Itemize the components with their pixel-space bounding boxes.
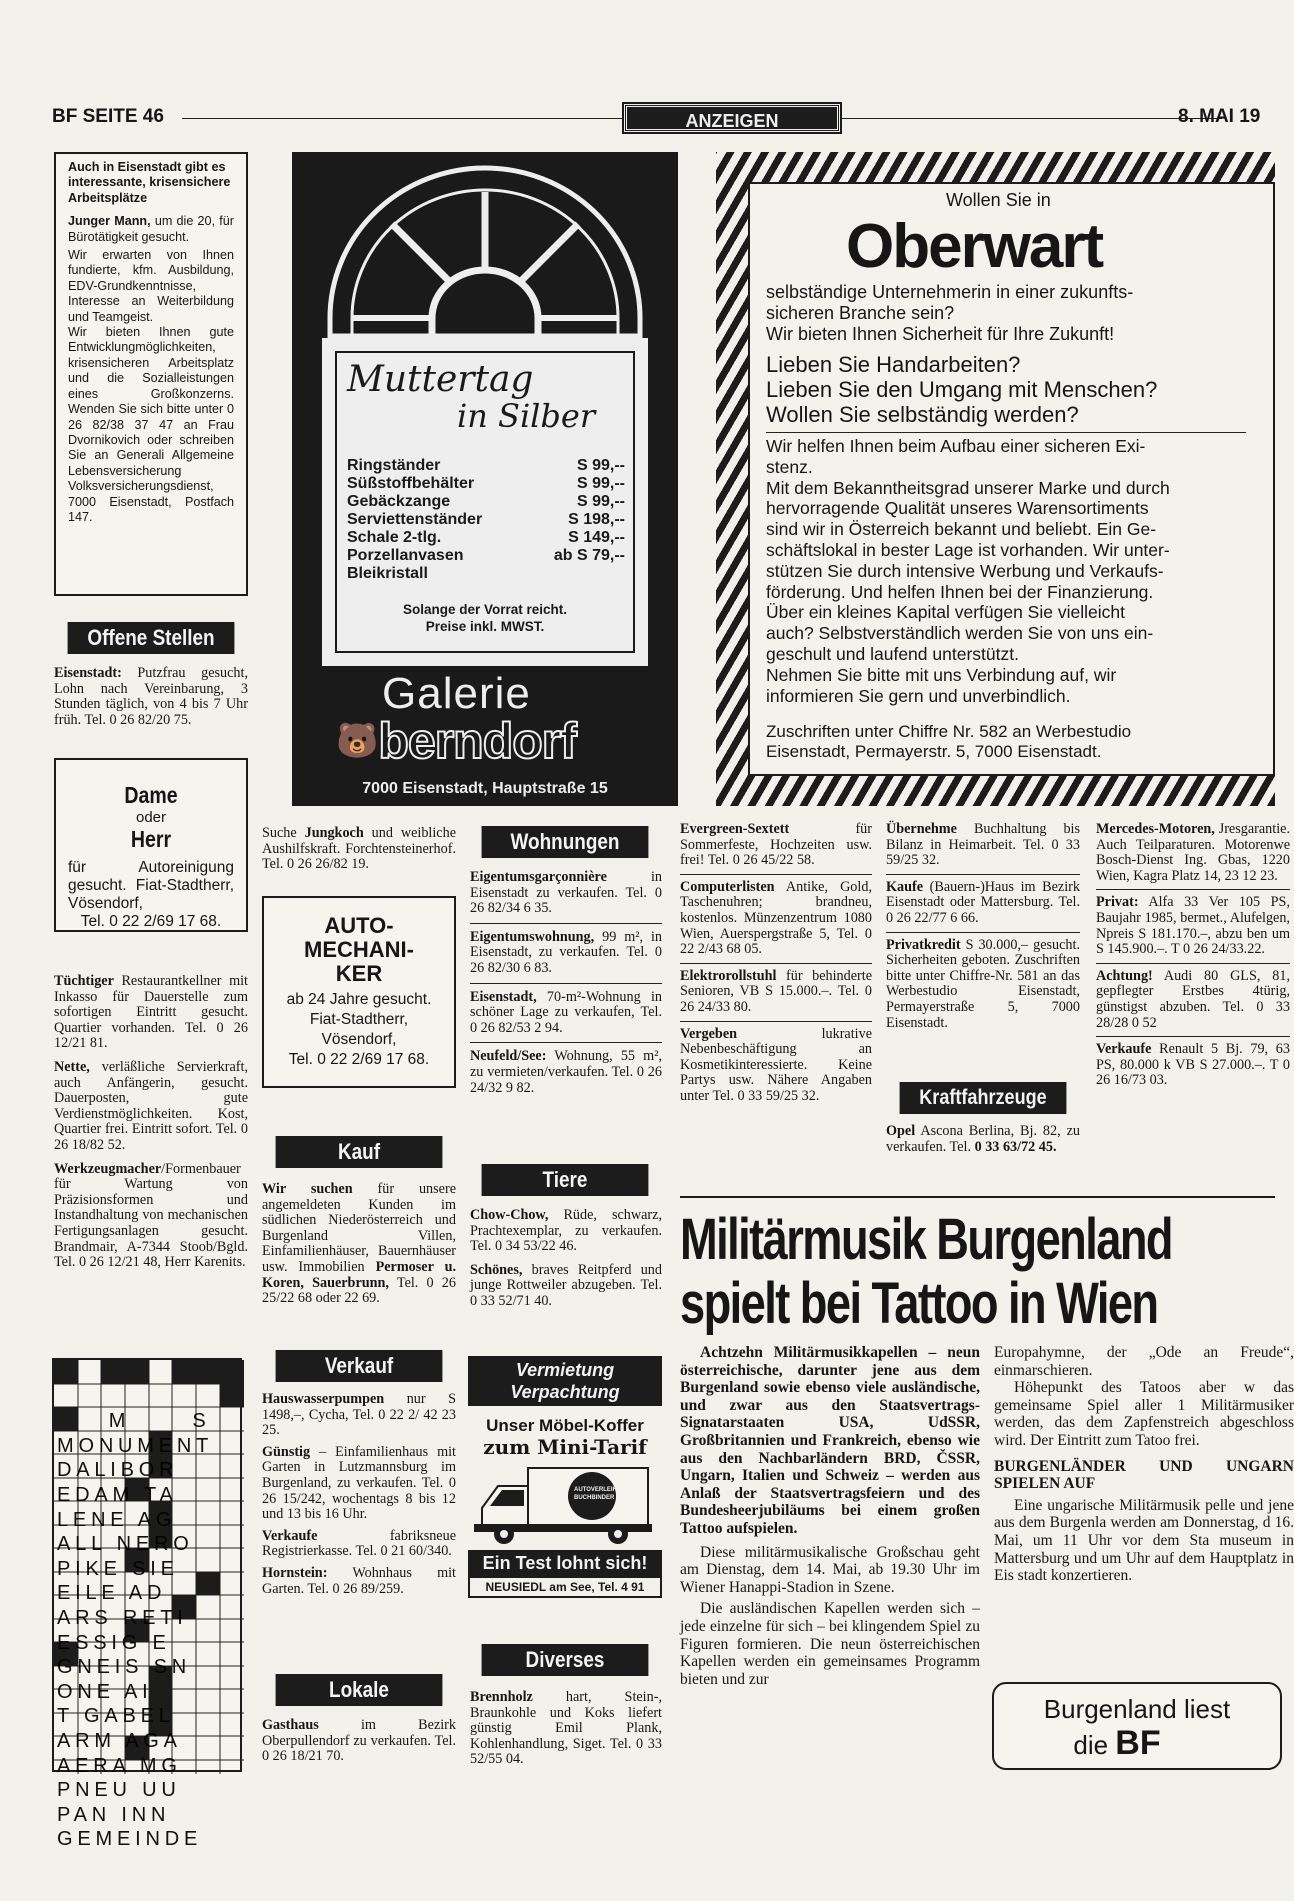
ad-renault: Verkaufe Renault 5 Bj. 79, 63 PS, 80.000 k VB S 27.000.–. T 0 26 16/73 03. bbox=[1096, 1041, 1290, 1089]
page-header bbox=[52, 104, 1275, 132]
verkauf-header: Verkauf bbox=[262, 1350, 456, 1382]
ad-rollstuhl: Elektrorollstuhl für behinderte Senioren, VB S 15.000.–. Tel. 0 26 24/33 80. bbox=[680, 969, 872, 1022]
herr-label: Herr bbox=[130, 826, 172, 852]
bf-logo: BF bbox=[1115, 1724, 1161, 1762]
ad-generali-p2: Wir erwarten von Ihnen fundierte, kfm. Ausbildung, EDV-Grundkenntnisse, Interesse an Weiterbildung und Teamgeist. bbox=[68, 248, 234, 324]
price-row: Süßstoffbehälter S 99,-- bbox=[347, 475, 625, 492]
tiere-header: Tiere bbox=[468, 1164, 662, 1196]
article-headline: Militärmusik Burgenland spielt bei Tattoo in Wien bbox=[680, 1207, 1173, 1336]
ads-col1-list bbox=[54, 974, 248, 1271]
price-row: Schale 2-tlg. S 149,-- bbox=[347, 529, 625, 546]
price-row: Ringständer S 99,-- bbox=[347, 457, 625, 474]
col5-list bbox=[886, 822, 1080, 1031]
price-row: Gebäckzange S 99,-- bbox=[347, 493, 625, 510]
ad-oberwart bbox=[716, 152, 1275, 806]
article-p2: Diese militärmusikalische Großschau geht am Dienstag, dem 14. Mai, ab 19.30 Uhr im Wiener Hanappi-Stadion in Szene. bbox=[680, 1543, 980, 1596]
article-col1 bbox=[680, 1344, 980, 1688]
vermietung-header: Vermietung Verpachtung bbox=[468, 1356, 662, 1406]
oberwart-questions: Lieben Sie Handarbeiten? Lieben Sie den Umgang mit Menschen? Wollen Sie selbständig werden? bbox=[766, 352, 1158, 427]
ad-opel: Opel Ascona Berlina, Bj. 82, zu verkaufen. Tel. 0 33 63/72 45. bbox=[886, 1123, 1080, 1155]
tiere-list bbox=[470, 1208, 662, 1310]
ad-servierkraft: Nette, verläßliche Servierkraft, auch Anfängerin, gesucht. Dauerposten, gute Verdienstmöglichkeiten. Kost, Quartier frei. Eintritt sofort. Tel. 0 26 18/82 52. bbox=[54, 1058, 248, 1153]
galerie-brand: Galerie 🐻 berndorf bbox=[336, 669, 576, 769]
test-banner: Ein Test lohnt sich! bbox=[468, 1550, 662, 1576]
section-label: ANZEIGEN bbox=[624, 104, 840, 132]
ad-galerie-berndorf bbox=[292, 152, 678, 806]
dame-text: für Autoreinigung gesucht. Fiat-Stadtherr, Vösendorf, bbox=[68, 859, 234, 912]
col4-list bbox=[680, 822, 872, 1105]
ad-eigentumswohnung: Eigentumswohnung, 99 m², in Eisenstadt, zu verkaufen. Tel. 0 26 82/30 6 83. bbox=[470, 930, 662, 984]
ad-garconniere: Eigentumsgarçonnière in Eisenstadt zu verkaufen. Tel. 0 26 82/34 6 35. bbox=[470, 870, 662, 924]
dame-label: Dame bbox=[124, 782, 178, 808]
ad-kosmetik: Vergeben lukrative Nebenbeschäftigung an Kosmetikinteressierte. Keine Partys usw. Nähere Angaben unter Tel. 0 33 59/25 32. bbox=[680, 1025, 872, 1104]
wohnungen-list bbox=[470, 870, 662, 1096]
verkauf-list bbox=[262, 1392, 456, 1597]
ad-mercedes: Mercedes-Motoren, Jresgarantie. Auch Teilparaturen. Motorenwe Bosch-Dienst Ing. Gbas, 1220 Wien, Kagra Platz 14, 23 12 23. bbox=[1096, 822, 1290, 890]
ad-eisenstadt-wohnung: Eisenstadt, 70-m²-Wohnung in schöner Lage zu verkaufen, Tel. 0 26 82/53 2 94. bbox=[470, 990, 662, 1044]
ad-generali-title: Auch in Eisenstadt gibt es interessante, krisensichere Arbeitsplätze bbox=[68, 160, 231, 205]
price-row: Serviettenständer S 198,-- bbox=[347, 511, 625, 528]
bf-promo-line1: Burgenland liest bbox=[1043, 1694, 1231, 1724]
oberwart-intro: Wollen Sie in bbox=[946, 190, 1051, 210]
truck-icon bbox=[468, 1462, 662, 1548]
article-subheading: BURGENLÄNDER UND UNGARN SPIELEN AUF bbox=[994, 1457, 1294, 1493]
kauf-header: Kauf bbox=[262, 1136, 456, 1168]
ad-alfa: Privat: Alfa 33 Ver 105 PS, Baujahr 1985, bermet., Alufelgen, Npreis S 181.170.–, abzu ben um S 145.900.–. T 0 26 24/33.22. bbox=[1096, 895, 1290, 963]
article-p5: Höhepunkt des Tatoos aber w das gemeinsame Spiel aller 1 Militärmusiker werden, das dem Zapfenstreich abgeschloss wird. Der Eintritt zum Tatoo frei. bbox=[994, 1379, 1294, 1449]
ad-audi: Achtung! Audi 80 GLS, 81, gepflegter Erstbes 4türig, günstigst abzuben. Tel. 0 33 28/28 0 52 bbox=[1096, 969, 1290, 1037]
ad-automechaniker: AUTO- MECHANI- KER ab 24 Jahre gesucht. Fiat-Stadtherr, Vösendorf, Tel. 0 22 2/69 17 68. bbox=[262, 896, 456, 1088]
ad-jungkoch: Suche Jungkoch und weibliche Aushilfskraft. Forchtensteinerhof. Tel. 0 26 26/82 19. bbox=[262, 825, 456, 873]
wohnungen-header: Wohnungen bbox=[468, 826, 662, 858]
galerie-inner-frame bbox=[322, 338, 648, 666]
bf-promo bbox=[992, 1682, 1282, 1770]
ad-moebel-koffer bbox=[468, 1416, 662, 1614]
lokale-header: Lokale bbox=[262, 1674, 456, 1706]
oberwart-lines: selbständige Unternehmerin in einer zukunfts- sicheren Branche sein? Wir bieten Ihnen Sicherheit für Ihre Zukunft! bbox=[766, 282, 1134, 344]
crossword bbox=[52, 1358, 242, 1851]
ad-brennholz: Brennholz hart, Stein-, Braunkohle und Koks liefert günstig Emil Plank, Kohlenhandlung, Siget. Tel. 0 33 52/55 04. bbox=[470, 1689, 662, 1768]
ad-evergreen: Evergreen-Sextett für Sommerfeste, Hochzeiten usw. frei! Tel. 0 26 45/22 58. bbox=[680, 822, 872, 875]
oder-label: oder bbox=[135, 809, 167, 826]
article-p3: Die ausländischen Kapellen werden sich – jede einzelne für sich – bei klingendem Spiel zu Figuren formieren. Die neun österreichischen Kapellen werden ein gemeinsames Programm bieten und zur bbox=[680, 1600, 980, 1688]
truck-label: AUTOVERLEIH BUCHBINDER bbox=[574, 1487, 617, 1501]
col6-clip bbox=[1096, 821, 1290, 1182]
issue-date: 8. MAI 19 bbox=[1178, 106, 1261, 127]
bear-icon: 🐻 bbox=[336, 722, 379, 760]
ad-registrierkasse: Verkaufe fabriksneue Registrierkasse. Tel. 0 21 60/340. bbox=[262, 1527, 456, 1560]
galerie-title: Muttertag in Silber bbox=[347, 359, 596, 435]
kfz-header: Kraftfahrzeuge bbox=[886, 1082, 1080, 1114]
bf-promo-line2: die bbox=[1073, 1730, 1109, 1760]
oberwart-contact: Zuschriften unter Chiffre Nr. 582 an Werbestudio Eisenstadt, Permayerstr. 5, 7000 Eisenstadt. bbox=[766, 722, 1132, 761]
offene-stellen-header: Offene Stellen bbox=[54, 622, 248, 654]
ad-generali-p3: Wir bieten Ihnen gute Entwicklungmöglichkeiten, krisensicheren Arbeitsplatz und die Sozialleistungen eines Großkonzerns. Wenden Sie sich bitte unter 0 26 82/38 37 47 an Frau Dvornikovich oder schreiben Sie an Generali Allgemeine Lebensversicherung Volksversicherungsdienst, 7000 Eisenstadt, Postfach 147. bbox=[68, 325, 234, 524]
ad-bauernhaus: Kaufe (Bauern-)Haus im Bezirk Eisenstadt oder Mattersburg. Tel. 0 26 22/77 6 66. bbox=[886, 880, 1080, 933]
article-p4: Europahymne, der „Ode an Freude“, einmarschieren. bbox=[994, 1344, 1294, 1379]
ad-generali-p1: Junger Mann, um die 20, für Bürotätigkeit gesucht. bbox=[68, 214, 234, 244]
galerie-price-list bbox=[347, 457, 625, 583]
ad-kellner: Tüchtiger Restaurantkellner mit Inkasso für Dauerstelle zum sofortigen Eintritt gesucht. Quartier vorhanden. Tel. 0 26 12/21 81. bbox=[54, 973, 248, 1052]
ad-generali bbox=[54, 152, 248, 596]
col6-list bbox=[1096, 822, 1290, 1089]
dame-phone: Tel. 0 22 2/69 17 68. bbox=[80, 913, 222, 930]
ad-pumpen: Hauswasserpumpen nur S 1498,–, Cycha, Tel. 0 22 2/ 42 23 25. bbox=[262, 1391, 456, 1439]
koffer-title: Unser Möbel-Koffer bbox=[486, 1416, 644, 1435]
article-rule bbox=[680, 1196, 1275, 1198]
oberwart-city: Oberwart bbox=[846, 212, 1103, 281]
article-col2 bbox=[994, 1344, 1294, 1585]
article-p6: Eine ungarische Militärmusik pelle und jene aus dem Burgenla werden am Donnerstag, d 16. Mai, um 11 Uhr vor dem Sta museum in Mattersburg und um Uhr auf dem Hauptplatz in Eis stadt konzertieren. bbox=[994, 1496, 1294, 1585]
galerie-address: 7000 Eisenstadt, Hauptstraße 15 bbox=[362, 780, 608, 797]
ad-putzfrau: Eisenstadt: Putzfrau gesucht, Lohn nach Vereinbarung, 3 Stunden täglich, von 4 bis 7 Uhr früh. Tel. 0 26 82/20 75. bbox=[54, 665, 248, 728]
galerie-note: Solange der Vorrat reicht. Preise inkl. MWST. bbox=[402, 602, 568, 634]
article-col2-clip bbox=[994, 1344, 1294, 1674]
koffer-subtitle: zum Mini-Tarif bbox=[483, 1435, 647, 1459]
ad-hornstein: Hornstein: Wohnhaus mit Garten. Tel. 0 26 89/259. bbox=[262, 1564, 456, 1597]
ad-computerlisten: Computerlisten Antike, Gold, Taschenuhren; brandneu, kostenlos. Münzenzentrum 1080 Wien, Auerspergstraße 5, Tel. 0 22 2/43 68 05. bbox=[680, 880, 872, 964]
page-number: BF SEITE 46 bbox=[52, 106, 164, 127]
neusiedl-phone: NEUSIEDL am See, Tel. 4 91 bbox=[468, 1576, 662, 1598]
ad-werkzeugmacher: Werkzeugmacher/Formenbauer für Wartung von Präzisionsformen und Instandhaltung von mechanischen Fertigungsanlagen gesucht. Brandmair, A-7344 Stoob/Bgld. Tel. 0 26 12/21 48, Herr Karenits. bbox=[54, 1160, 248, 1271]
ad-privatkredit: Privatkredit S 30.000,– gesucht. Sicherheiten geboten. Zuschriften bitte unter Chiffre-Nr. 581 an das Werbestudio Eisenstadt, Permayerstraße 5, 7000 Eisenstadt. bbox=[886, 936, 1080, 1031]
ad-dame-herr bbox=[54, 758, 248, 932]
header-rule-right bbox=[842, 118, 1222, 119]
article-lead: Achtzehn Militärmusikkapellen – neun österreichische, darunter jene aus dem Burgenland sowie ebenso viele ausländische, und zwar aus den Staatsvertrags-Signatarstaaten USA, UdSSR, Großbritannien und Frankreich, ebenso wie aus den Nachbarländern BRD, ČSSR, Ungarn, Italien und Schweiz – werden aus Anlaß der Staatsvertragsfeiern und des Bundesheerjubiläums bei einem großen Tattoo aufspielen. bbox=[680, 1344, 980, 1537]
price-row: Bleikristall bbox=[347, 565, 428, 582]
ad-kauf: Wir suchen für unsere angemeldeten Kunden im südlichen Niederösterreich und Burgenland Villen, Einfamilienhäuser, Bauernhäuser usw. Immobilien Permoser u. Koren, Sauerbrunn, Tel. 0 26 25/22 68 oder 22 69. bbox=[262, 1181, 457, 1307]
header-rule-left bbox=[182, 118, 622, 119]
crossword-letters: M S MONUMENT DALIBOR EDAM TA LENE AG ALL NERO PIKE SIE EILE AD ARS RETI ESSIG E GNEIS SN ONE AI T GABEL ARM AGA AERA MG PNEU UU PAN INN GEMEINDE bbox=[57, 1410, 242, 1851]
ad-chowchow: Chow-Chow, Rüde, schwarz, Prachtexemplar, zu verkaufen. Tel. 0 34 53/22 46. bbox=[470, 1207, 662, 1255]
oberwart-body: Wir helfen Ihnen beim Aufbau einer sicheren Exi- stenz. Mit dem Bekanntheitsgrad unserer Marke und durch hervorragende Qualität unseres Warensortiments sind wir in Österreich bekannt und beliebt. Ein Ge- schäftslokal in bester Lage ist vorhanden. Wir unter- stützen Sie durch intensive Werbung und Verkaufs- förderung. Und helfen Ihnen bei der Finanzierung. Über ein kleines Kapital verfügen Sie vielleicht auch? Selbstverständlich werden Sie von uns ein- geschult und laufend unterstützt. Nehmen Sie bitte mit uns Verbindung auf, wir informieren Sie gern und unverbindlich. bbox=[766, 436, 1170, 706]
ad-buchhaltung: Übernehme Buchhaltung bis Bilanz in Heimarbeit. Tel. 0 33 59/25 32. bbox=[886, 822, 1080, 875]
diverses-header: Diverses bbox=[468, 1644, 662, 1676]
price-row: Porzellanvasen ab S 79,-- bbox=[347, 547, 625, 564]
ad-gasthaus: Gasthaus im Bezirk Oberpullendorf zu verkaufen. Tel. 0 26 18/21 70. bbox=[262, 1717, 456, 1765]
arched-window-icon bbox=[322, 168, 648, 338]
ad-guenstig: Günstig – Einfamilienhaus mit Garten in Lutzmannsburg im Burgenland, zu verkaufen. Tel. 0 26 15/242, wochentags 8 bis 12 und 13 bis 16 Uhr. bbox=[262, 1443, 456, 1523]
ad-reitpferd: Schönes, braves Reitpferd und junge Rottweiler abzugeben. Tel. 0 33 52/71 40. bbox=[470, 1261, 662, 1309]
ad-neufeld: Neufeld/See: Wohnung, 55 m², zu vermieten/verkaufen. Tel. 0 26 24/32 9 82. bbox=[470, 1048, 662, 1096]
oberwart-divider bbox=[766, 432, 1246, 433]
